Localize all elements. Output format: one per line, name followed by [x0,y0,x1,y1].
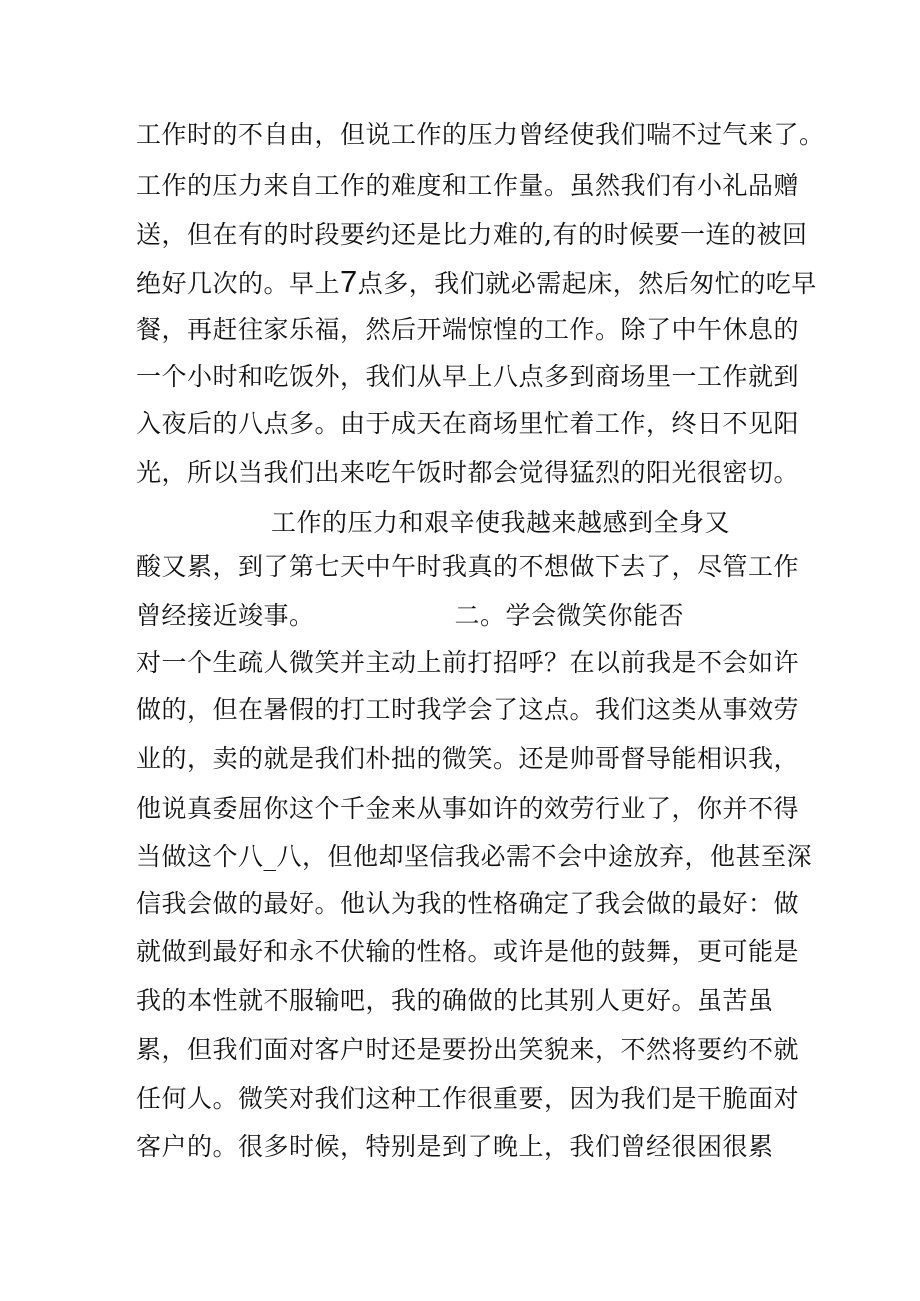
text-line: 做的，但在暑假的打工时我学会了这点。我们这类从事效劳 [136,695,800,724]
text-segment: 绝好几次的。早上 [136,269,341,298]
text-line: 信我会做的最好。他认为我的性格确定了我会做的最好：做 [136,889,800,918]
text-segment: 曾经接近竣事。 [136,601,315,630]
text-line: 任何人。微笑对我们这种工作很重要，因为我们是干脆面对 [136,1084,800,1113]
text-line: 就做到最好和永不伏输的性格。或许是他的鼓舞，更可能是 [136,937,800,966]
text-line: 累，但我们面对客户时还是要扮出笑貌来，不然将要约不就 [136,1035,800,1064]
text-line [136,601,684,631]
text-line: 我的本性就不服输吧，我的确做的比其别人更好。虽苦虽 [136,986,774,1015]
text-line: 餐，再赶往家乐福，然后开端惊惶的工作。除了中午休息的 [136,315,800,344]
time-digit: 7 [340,264,358,299]
section-heading: 二。学会微笑你能否 [454,601,685,630]
text-line: 工作的压力来自工作的难度和工作量。虽然我们有小礼品赠 [136,171,800,200]
text-line [136,264,817,299]
text-segment: 点多，我们就必需起床，然后匆忙的吃早 [357,269,817,298]
text-line: 工作时的不自由，但说工作的压力曾经使我们喘不过气来了。 [136,120,825,149]
text-line: 他说真委屈你这个千金来从事如许的效劳行业了，你并不得 [136,794,800,823]
text-line: 入夜后的八点多。由于成天在商场里忙着工作，终日不见阳 [136,409,800,438]
text-line: 光，所以当我们出来吃午饭时都会觉得猛烈的阳光很密切。 [136,458,800,487]
text-line: 酸又累，到了第七天中午时我真的不想做下去了，尽管工作 [136,552,800,581]
text-line: 工作的压力和艰辛使我越来越感到全身又 [271,508,731,537]
text-line: 一个小时和吃饭外，我们从早上八点多到商场里一工作就到 [136,362,800,391]
text-line: 客户的。很多时候，特别是到了晚上，我们曾经很困很累 [136,1132,774,1161]
text-line: 业的，卖的就是我们朴拙的微笑。还是帅哥督导能相识我， [136,744,800,773]
text-line: 送，但在有的时段要约还是比力难的,有的时候要一连的被回 [136,220,808,249]
text-line: 当做这个八_八，但他却坚信我必需不会中途放弃，他甚至深 [136,842,813,871]
text-line: 对一个生疏人微笑并主动上前打招呼？在以前我是不会如许 [136,648,800,677]
